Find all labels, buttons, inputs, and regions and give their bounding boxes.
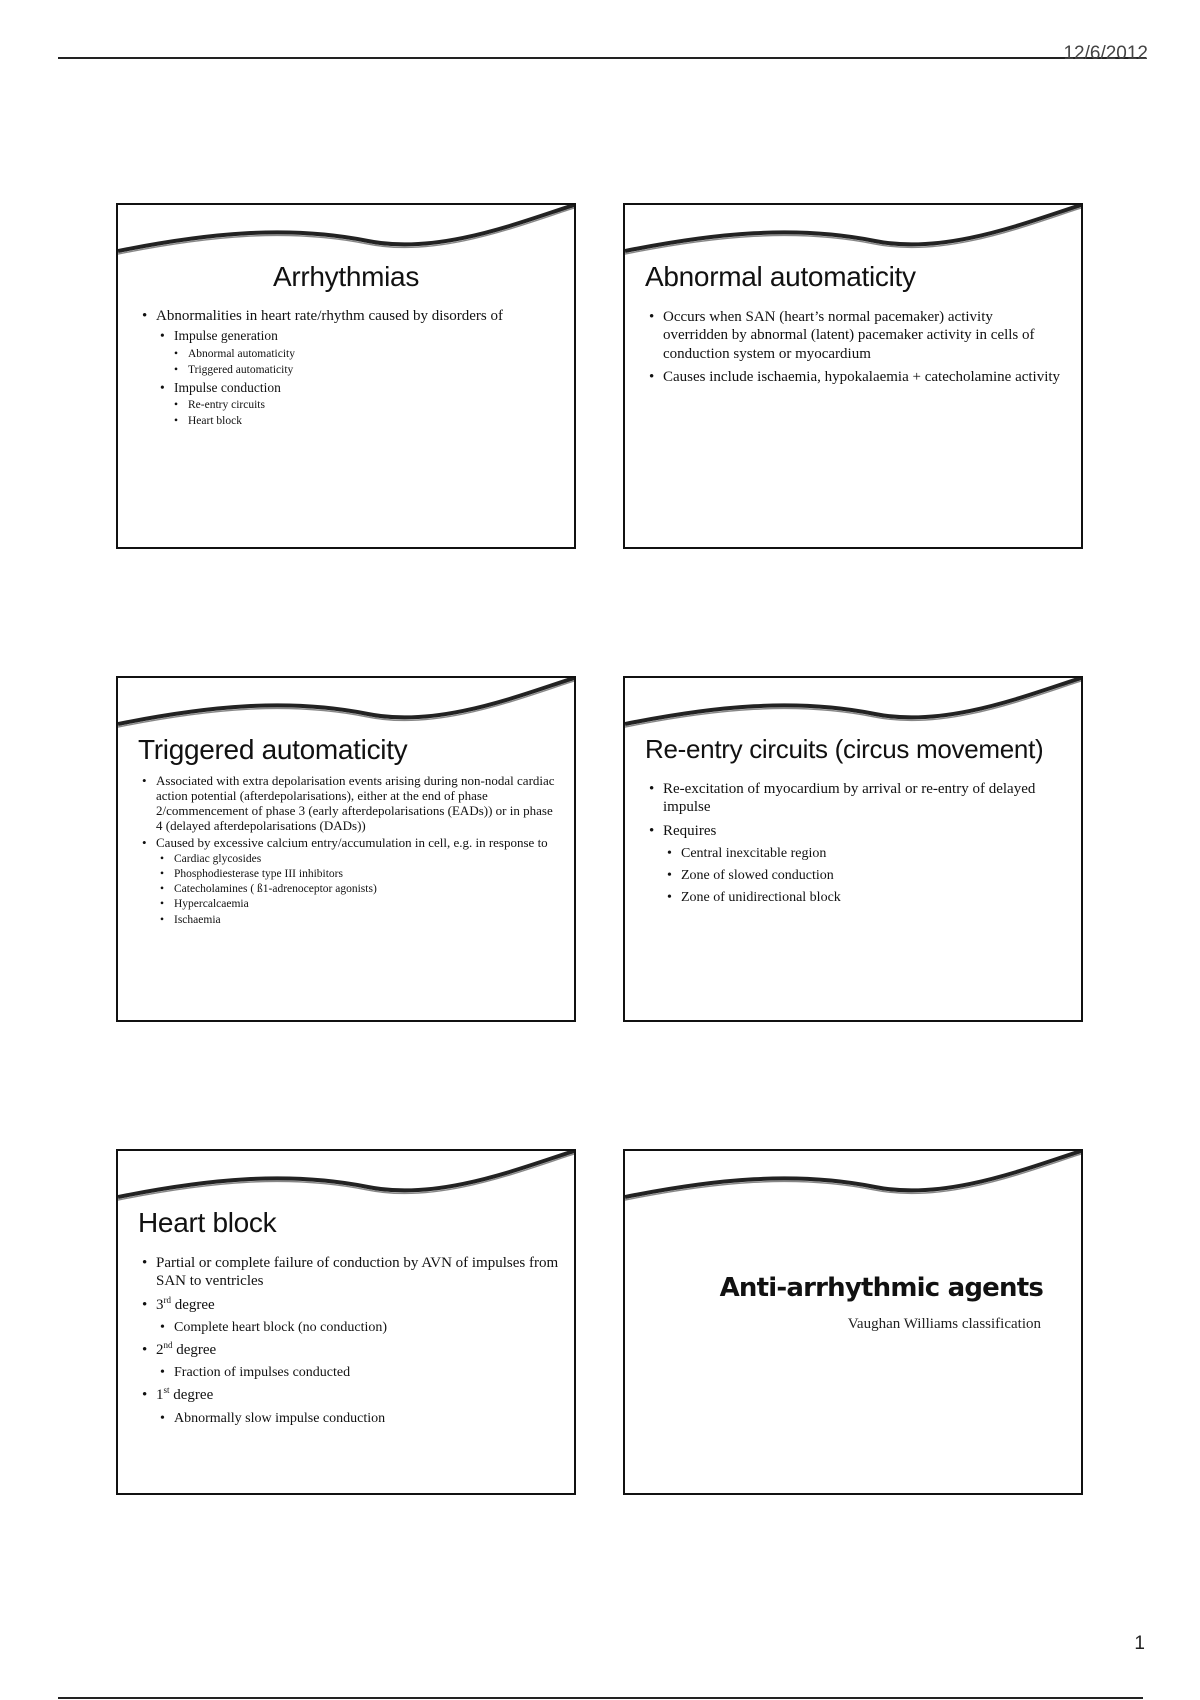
slide-title: Abnormal automaticity: [645, 261, 916, 292]
bullet: • Hypercalcaemia: [160, 898, 560, 911]
bullet: • Requires: [649, 822, 1067, 840]
bullet: • 1st degree: [142, 1386, 560, 1404]
section-subtitle: Vaughan Williams classification: [847, 1316, 1041, 1332]
bullet: • Triggered automaticity: [174, 363, 560, 377]
bullet: • Phosphodiesterase type III inhibitors: [160, 868, 560, 881]
bullet: • Re-entry circuits: [174, 398, 560, 412]
bullet: • Cardiac glycosides: [160, 853, 560, 866]
bullet: • Causes include ischaemia, hypokalaemia + catecholamine activity: [649, 368, 1061, 386]
ordinal-suffix: rd: [163, 1294, 171, 1305]
bullet: • Abnormal automaticity: [174, 347, 560, 361]
bullet: • Heart block: [174, 414, 560, 428]
slide-wave-decoration: [118, 678, 574, 728]
bullet: • Fraction of impulses conducted: [160, 1364, 560, 1381]
slide-2: [623, 203, 1083, 549]
bullet: • 3rd degree: [142, 1296, 560, 1314]
footer-rule: [58, 1697, 1143, 1699]
bullet: • Re-excitation of myocardium by arrival or re-entry of delayed impulse: [649, 780, 1067, 817]
slide-6: [623, 1149, 1083, 1495]
slide-wave-decoration: [625, 205, 1081, 255]
slide-3: [116, 676, 576, 1022]
slide-bullets: [142, 1249, 560, 1427]
slide-bullets: [142, 303, 560, 428]
slide-title: Heart block: [138, 1207, 277, 1238]
bullet: • Partial or complete failure of conduction by AVN of impulses from SAN to ventricles: [142, 1254, 560, 1291]
bullet: • Zone of unidirectional block: [667, 889, 1067, 906]
ordinal-suffix: st: [163, 1385, 170, 1396]
print-date: 12/6/2012: [1063, 43, 1148, 64]
slide-bullets: [649, 303, 1061, 386]
slide-wave-decoration: [625, 678, 1081, 728]
bullet: • Abnormally slow impulse conduction: [160, 1410, 560, 1427]
bullet: • Caused by excessive calcium entry/accumulation in cell, e.g. in response to: [142, 836, 560, 851]
degree-numeral: 2: [156, 1341, 164, 1358]
slide-bullets: [649, 775, 1067, 906]
slide-wave-decoration: [118, 205, 574, 255]
page-number: 1: [1134, 1633, 1145, 1654]
slide-bullets: [142, 772, 560, 927]
bullet: • Ischaemia: [160, 914, 560, 927]
slide-4: [623, 676, 1083, 1022]
bullet: • Associated with extra depolarisation events arising during non-nodal cardiac action potential (afterdepolarisations), either at the end of phase 2/commencement of phase 3 (early afterdepolarisations (EADs)) or in phase 4 (delayed afterdepolarisations (DADs)): [142, 774, 560, 834]
slide-wave-decoration: [118, 1151, 574, 1201]
bullet: • Occurs when SAN (heart’s normal pacemaker) activity overridden by abnormal (latent) pacemaker activity in cells of conduction system or myocardium: [649, 308, 1061, 363]
section-title: Anti-arrhythmic agents: [719, 1273, 1043, 1303]
slide-title: Arrhythmias: [272, 261, 420, 292]
bullet: • Complete heart block (no conduction): [160, 1319, 560, 1336]
slide-title: Triggered automaticity: [138, 734, 408, 765]
bullet: • Impulse generation: [160, 328, 560, 344]
slide-wave-decoration: [625, 1151, 1081, 1201]
bullet: • 2nd degree: [142, 1341, 560, 1359]
bullet: • Zone of slowed conduction: [667, 867, 1067, 884]
bullet: • Central inexcitable region: [667, 845, 1067, 862]
ordinal-suffix: nd: [163, 1339, 173, 1350]
bullet: • Impulse conduction: [160, 380, 560, 396]
slide-5: [116, 1149, 576, 1495]
degree-numeral: 3: [156, 1296, 164, 1313]
header-rule: [58, 57, 1146, 59]
slide-1: [116, 203, 576, 549]
bullet: • Abnormalities in heart rate/rhythm caused by disorders of: [142, 307, 560, 325]
bullet: • Catecholamines ( ß1-adrenoceptor agonists): [160, 883, 560, 896]
degree-numeral: 1: [156, 1387, 164, 1404]
slide-title: Re-entry circuits (circus movement): [645, 734, 1044, 764]
